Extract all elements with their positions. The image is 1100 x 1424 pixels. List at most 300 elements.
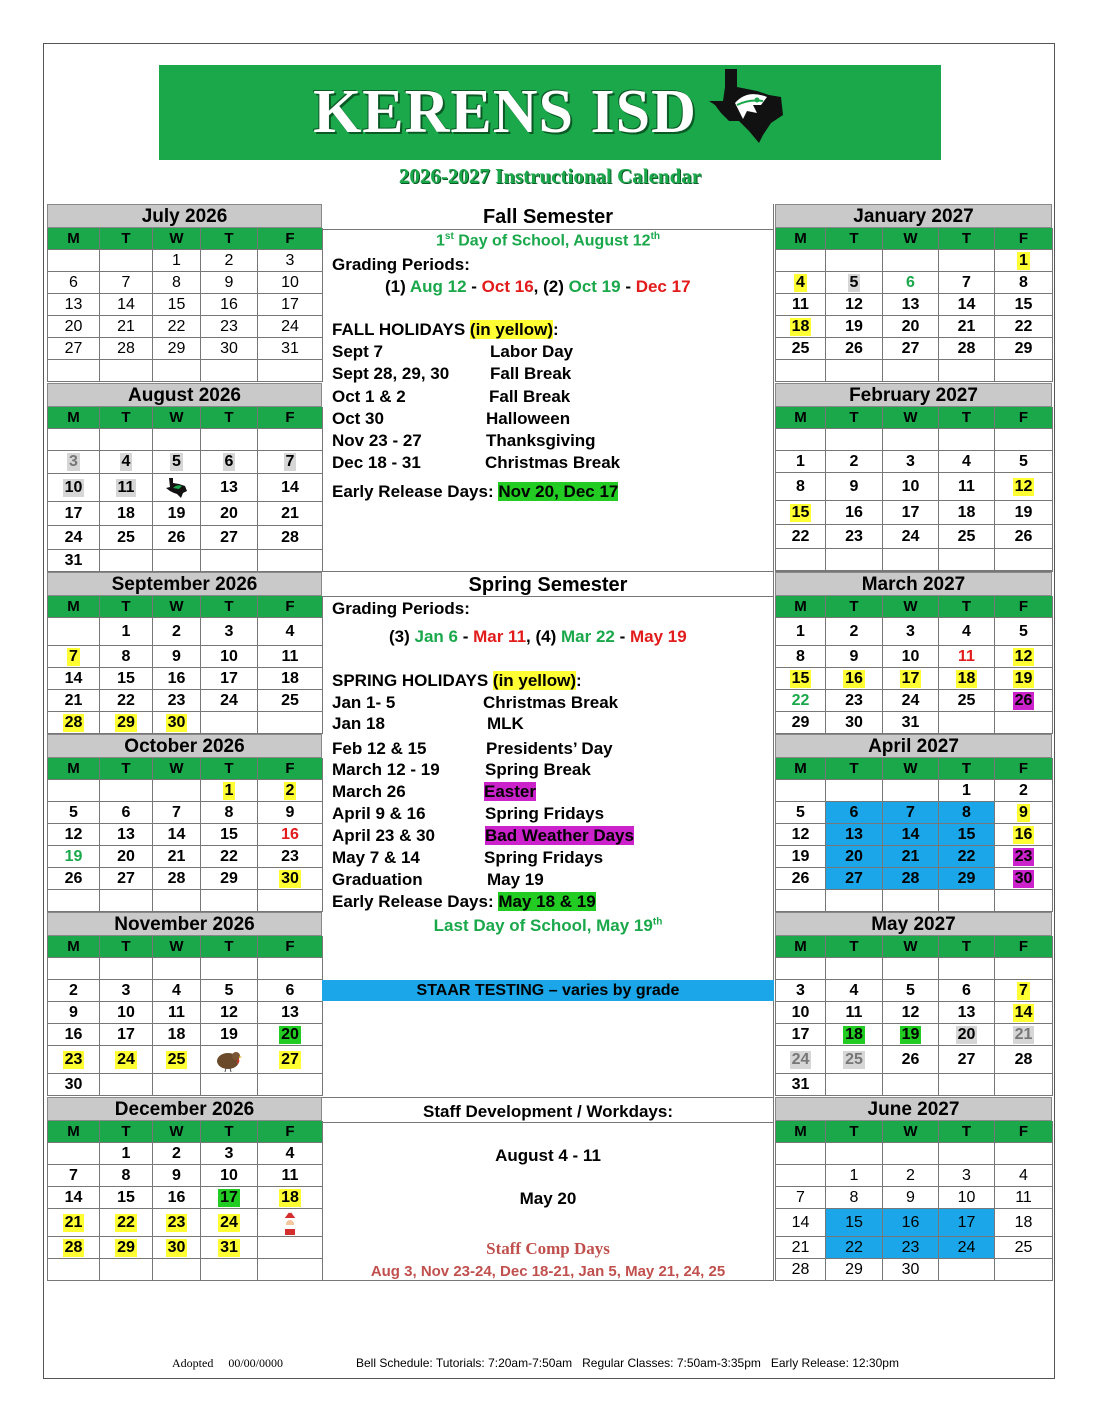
- day-cell: [258, 1237, 323, 1259]
- day-number: 6: [224, 453, 234, 470]
- day-cell: [100, 802, 153, 824]
- day-number: 28: [791, 1260, 810, 1278]
- day-number: 23: [1014, 847, 1033, 865]
- day-number: 11: [1015, 1188, 1032, 1206]
- day-cell: [826, 1074, 883, 1096]
- weekday-header: T: [826, 936, 883, 958]
- day-number: 8: [796, 647, 805, 665]
- day-cell: [100, 668, 153, 690]
- day-cell: [201, 712, 258, 734]
- day-cell: [939, 824, 995, 846]
- day-cell: [201, 474, 258, 502]
- day-number: 29: [220, 869, 238, 887]
- month-title: November 2026: [47, 912, 322, 936]
- day-cell: [776, 824, 826, 846]
- day-number: 19: [64, 847, 83, 865]
- day-number: 27: [281, 1050, 299, 1068]
- day-cell: [100, 780, 153, 802]
- day-number: 5: [224, 981, 234, 999]
- weekday-header: T: [939, 407, 995, 429]
- day-number: 8: [962, 803, 971, 821]
- day-cell: [776, 1002, 826, 1024]
- day-cell: [826, 802, 883, 824]
- day-number: 29: [957, 869, 976, 887]
- weekday-header: W: [883, 758, 939, 780]
- day-number: 20: [281, 1025, 299, 1043]
- day-number: 13: [281, 1003, 299, 1021]
- day-number: 4: [796, 273, 805, 291]
- holiday-name: Christmas Break: [483, 693, 619, 712]
- day-number: 2: [849, 452, 859, 470]
- month-jan: [775, 204, 1052, 382]
- day-number: 6: [69, 273, 78, 291]
- day-number: 28: [901, 869, 920, 887]
- day-number: 29: [167, 339, 186, 357]
- day-cell: [776, 668, 826, 690]
- month-title: March 2027: [775, 572, 1052, 596]
- day-number: 4: [1019, 1166, 1028, 1184]
- day-cell: [258, 360, 323, 382]
- day-cell: [48, 1074, 100, 1096]
- day-cell: [201, 618, 258, 646]
- day-cell: [153, 1074, 201, 1096]
- day-number: 2: [285, 781, 295, 799]
- month-title: April 2027: [775, 734, 1052, 758]
- holiday-name: May 19: [487, 870, 544, 889]
- day-number: 1: [849, 1166, 859, 1184]
- day-number: 17: [64, 504, 83, 522]
- day-cell: [826, 473, 883, 501]
- day-cell: [776, 429, 826, 451]
- day-cell: [48, 338, 100, 360]
- day-cell: [201, 1024, 258, 1046]
- weekday-header: T: [201, 936, 258, 958]
- day-cell: [153, 802, 201, 824]
- day-number: 11: [281, 1166, 299, 1184]
- holiday-name: Bad Weather Days: [485, 826, 634, 845]
- day-cell: [776, 1259, 826, 1281]
- day-number: 29: [117, 713, 135, 731]
- day-cell: [995, 525, 1053, 549]
- day-number: 4: [285, 622, 295, 640]
- weekday-header: F: [258, 228, 323, 250]
- day-cell: [883, 272, 939, 294]
- day-cell: [201, 690, 258, 712]
- day-number: 14: [791, 1213, 810, 1231]
- day-number: 23: [281, 847, 299, 865]
- day-number: 2: [849, 622, 859, 640]
- weekday-header: F: [995, 407, 1053, 429]
- day-number: 25: [117, 528, 135, 546]
- day-cell: [995, 1074, 1053, 1096]
- day-cell: [776, 980, 826, 1002]
- day-cell: [995, 360, 1053, 382]
- month-jun: [775, 1097, 1052, 1281]
- day-cell: [883, 780, 939, 802]
- day-number: 9: [1019, 803, 1028, 821]
- day-number: 8: [1019, 273, 1028, 291]
- day-number: 30: [281, 869, 299, 887]
- day-cell: [48, 474, 100, 502]
- title-banner: [159, 65, 941, 160]
- weekday-header: T: [201, 228, 258, 250]
- day-number: 5: [906, 981, 915, 999]
- month-grid: [47, 758, 322, 912]
- day-number: 31: [281, 339, 299, 357]
- weekday-header: W: [153, 758, 201, 780]
- day-number: 8: [121, 647, 131, 665]
- day-cell: [776, 1237, 826, 1259]
- day-number: 17: [117, 1025, 135, 1043]
- day-number: 24: [957, 1238, 976, 1256]
- holiday-date: March 26: [332, 782, 406, 801]
- day-number: 12: [791, 825, 810, 843]
- day-number: 1: [1019, 251, 1028, 269]
- weekday-header: M: [48, 1121, 100, 1143]
- day-cell: [995, 868, 1053, 890]
- day-cell: [258, 338, 323, 360]
- day-cell: [883, 501, 939, 525]
- day-number: 30: [167, 713, 186, 731]
- day-number: 14: [901, 825, 920, 843]
- day-number: 20: [117, 847, 135, 865]
- weekday-header: W: [883, 1121, 939, 1143]
- day-cell: [258, 294, 323, 316]
- day-cell: [883, 1209, 939, 1237]
- day-cell: [100, 1143, 153, 1165]
- day-cell: [939, 272, 995, 294]
- day-cell: [939, 451, 995, 473]
- day-cell: [776, 525, 826, 549]
- day-number: 5: [796, 803, 805, 821]
- day-cell: [153, 1237, 201, 1259]
- day-cell: [883, 690, 939, 712]
- day-cell: [153, 712, 201, 734]
- day-cell: [995, 958, 1053, 980]
- day-cell: [939, 668, 995, 690]
- day-cell: [201, 824, 258, 846]
- day-number: 14: [64, 669, 83, 687]
- day-cell: [826, 1209, 883, 1237]
- day-cell: [826, 1237, 883, 1259]
- day-cell: [48, 1143, 100, 1165]
- day-cell: [883, 250, 939, 272]
- staff-comp-title: Staff Comp Days: [486, 1239, 610, 1258]
- day-cell: [153, 1143, 201, 1165]
- day-number: 11: [281, 647, 299, 665]
- day-number: 19: [1014, 503, 1033, 521]
- day-cell: [995, 294, 1053, 316]
- day-cell: [883, 316, 939, 338]
- day-cell: [776, 338, 826, 360]
- day-number: 28: [117, 339, 135, 357]
- day-cell: [201, 316, 258, 338]
- day-number: 21: [64, 691, 83, 709]
- day-number: 18: [281, 669, 299, 687]
- day-number: 24: [901, 527, 920, 545]
- day-cell: [826, 980, 883, 1002]
- day-number: 30: [1014, 869, 1033, 887]
- month-grid: [775, 407, 1052, 572]
- day-cell: [939, 360, 995, 382]
- day-cell: [776, 780, 826, 802]
- month-grid: [47, 936, 322, 1096]
- holiday-date: Jan 1- 5: [332, 693, 396, 712]
- day-cell: [258, 1165, 323, 1187]
- weekday-header: T: [100, 758, 153, 780]
- weekday-header: F: [258, 1121, 323, 1143]
- day-cell: [100, 316, 153, 338]
- day-number: 23: [845, 691, 863, 709]
- day-cell: [100, 1209, 153, 1237]
- day-cell: [995, 690, 1053, 712]
- day-number: 12: [901, 1003, 920, 1021]
- day-number: 18: [791, 317, 810, 335]
- weekday-header: T: [201, 758, 258, 780]
- day-cell: [153, 526, 201, 550]
- day-cell: [201, 780, 258, 802]
- day-cell: [939, 429, 995, 451]
- day-cell: [258, 890, 323, 912]
- day-cell: [883, 802, 939, 824]
- weekday-header: M: [776, 758, 826, 780]
- month-grid: [47, 596, 322, 734]
- day-cell: [153, 250, 201, 272]
- month-title: May 2027: [775, 912, 1052, 936]
- weekday-header: M: [776, 407, 826, 429]
- day-cell: [153, 958, 201, 980]
- day-number: 13: [64, 295, 83, 313]
- day-cell: [153, 1002, 201, 1024]
- day-cell: [201, 958, 258, 980]
- day-cell: [258, 316, 323, 338]
- weekday-header: M: [776, 936, 826, 958]
- weekday-header: T: [100, 228, 153, 250]
- day-cell: [826, 668, 883, 690]
- day-cell: [201, 846, 258, 868]
- day-cell: [258, 846, 323, 868]
- weekday-header: M: [776, 1121, 826, 1143]
- day-cell: [883, 473, 939, 501]
- day-cell: [153, 780, 201, 802]
- day-cell: [48, 429, 100, 451]
- day-cell: [995, 1259, 1053, 1281]
- day-cell: [153, 474, 201, 502]
- day-number: 22: [117, 691, 135, 709]
- day-number: 12: [845, 295, 863, 313]
- day-number: 14: [64, 1188, 83, 1206]
- day-cell: [826, 1002, 883, 1024]
- day-number: 17: [901, 503, 920, 521]
- day-number: 10: [957, 1188, 976, 1206]
- day-number: 25: [281, 691, 299, 709]
- day-number: 26: [901, 1050, 920, 1068]
- day-cell: [826, 890, 883, 912]
- day-number: 7: [1019, 981, 1028, 999]
- weekday-header: W: [153, 1121, 201, 1143]
- day-number: 11: [845, 1003, 863, 1021]
- day-cell: [826, 846, 883, 868]
- day-cell: [826, 1024, 883, 1046]
- day-number: 10: [901, 477, 920, 495]
- weekday-header: F: [995, 758, 1053, 780]
- day-cell: [258, 474, 323, 502]
- day-number: 1: [121, 622, 131, 640]
- day-number: 30: [845, 713, 863, 731]
- day-cell: [48, 1002, 100, 1024]
- day-number: 8: [224, 803, 234, 821]
- holiday-name: Spring Break: [485, 760, 591, 779]
- month-grid: [47, 228, 322, 382]
- day-cell: [48, 316, 100, 338]
- day-number: 22: [957, 847, 976, 865]
- day-cell: [48, 690, 100, 712]
- day-number: 30: [64, 1075, 83, 1093]
- weekday-header: T: [826, 228, 883, 250]
- texas-eagle-logo-icon: [707, 65, 789, 143]
- holiday-date: Oct 1 & 2: [332, 387, 406, 406]
- day-number: 16: [64, 1025, 83, 1043]
- day-number: 8: [796, 477, 805, 495]
- weekday-header: T: [939, 758, 995, 780]
- weekday-header: T: [939, 1121, 995, 1143]
- day-number: 11: [117, 478, 135, 496]
- month-may: [775, 912, 1052, 1096]
- day-number: 29: [117, 1238, 135, 1256]
- day-number: 16: [167, 1188, 186, 1206]
- day-number: 27: [220, 528, 238, 546]
- day-cell: [939, 525, 995, 549]
- day-cell: [258, 980, 323, 1002]
- day-cell: [258, 1046, 323, 1074]
- day-cell: [48, 1046, 100, 1074]
- day-number: 7: [172, 803, 181, 821]
- day-cell: [776, 712, 826, 734]
- weekday-header: T: [826, 596, 883, 618]
- day-cell: [776, 618, 826, 646]
- day-number: 4: [962, 452, 971, 470]
- day-number: 2: [906, 1166, 915, 1184]
- day-cell: [201, 360, 258, 382]
- day-cell: [776, 501, 826, 525]
- day-number: 20: [220, 504, 238, 522]
- day-number: 30: [167, 1238, 186, 1256]
- day-cell: [153, 272, 201, 294]
- month-aug: [47, 383, 322, 572]
- day-cell: [939, 646, 995, 668]
- month-title: December 2026: [47, 1097, 322, 1121]
- day-number: 21: [281, 504, 299, 522]
- day-cell: [883, 1237, 939, 1259]
- weekday-header: M: [48, 596, 100, 618]
- day-cell: [939, 1259, 995, 1281]
- fall-semester-title: Fall Semester: [482, 206, 614, 228]
- day-cell: [153, 618, 201, 646]
- day-cell: [100, 1024, 153, 1046]
- day-cell: [201, 868, 258, 890]
- day-number: 13: [901, 295, 920, 313]
- day-number: 5: [849, 273, 859, 291]
- holiday-name: Labor Day: [490, 342, 574, 361]
- day-cell: [48, 526, 100, 550]
- day-number: 26: [1014, 691, 1033, 709]
- day-cell: [939, 1074, 995, 1096]
- day-cell: [826, 1046, 883, 1074]
- weekday-header: W: [153, 228, 201, 250]
- day-number: 10: [901, 647, 920, 665]
- day-cell: [826, 451, 883, 473]
- day-number: 19: [791, 847, 810, 865]
- day-cell: [48, 668, 100, 690]
- day-cell: [48, 1187, 100, 1209]
- day-cell: [100, 294, 153, 316]
- day-number: 6: [121, 803, 131, 821]
- day-cell: [48, 980, 100, 1002]
- weekday-header: W: [883, 936, 939, 958]
- weekday-header: T: [100, 936, 153, 958]
- day-number: 9: [224, 273, 234, 291]
- day-cell: [201, 250, 258, 272]
- weekday-header: T: [201, 596, 258, 618]
- day-cell: [776, 250, 826, 272]
- day-cell: [939, 338, 995, 360]
- day-cell: [258, 690, 323, 712]
- holiday-name: Fall Break: [490, 364, 572, 383]
- weekday-header: M: [776, 228, 826, 250]
- day-number: 21: [791, 1238, 810, 1256]
- day-cell: [201, 429, 258, 451]
- day-cell: [100, 1237, 153, 1259]
- day-cell: [100, 646, 153, 668]
- holiday-date: April 23 & 30: [332, 826, 435, 845]
- day-cell: [258, 1074, 323, 1096]
- day-cell: [826, 646, 883, 668]
- day-cell: [153, 980, 201, 1002]
- day-number: 20: [64, 317, 83, 335]
- day-number: 3: [224, 622, 234, 640]
- day-cell: [201, 646, 258, 668]
- day-number: 17: [901, 669, 920, 687]
- weekday-header: T: [939, 936, 995, 958]
- day-cell: [939, 618, 995, 646]
- day-cell: [939, 1209, 995, 1237]
- eagle-mascot-icon: [165, 477, 189, 499]
- weekday-header: T: [201, 1121, 258, 1143]
- day-cell: [826, 525, 883, 549]
- day-number: 18: [957, 503, 976, 521]
- holiday-date: Feb 12 & 15: [332, 739, 427, 758]
- day-cell: [100, 846, 153, 868]
- holiday-date: Graduation: [332, 870, 423, 889]
- day-number: 18: [117, 504, 135, 522]
- info-column: [322, 204, 774, 1281]
- day-cell: [939, 549, 995, 571]
- month-title: August 2026: [47, 383, 322, 407]
- day-number: 14: [957, 295, 976, 313]
- month-title: June 2027: [775, 1097, 1052, 1121]
- day-cell: [201, 550, 258, 572]
- day-number: 29: [845, 1260, 863, 1278]
- staff-development-title: Staff Development / Workdays:: [422, 1102, 674, 1121]
- day-number: 15: [220, 825, 238, 843]
- day-cell: [201, 1074, 258, 1096]
- day-cell: [883, 338, 939, 360]
- month-title: July 2026: [47, 204, 322, 228]
- month-grid: [775, 228, 1052, 382]
- day-cell: [883, 1074, 939, 1096]
- month-apr: [775, 734, 1052, 912]
- holiday-name: Christmas Break: [485, 453, 621, 472]
